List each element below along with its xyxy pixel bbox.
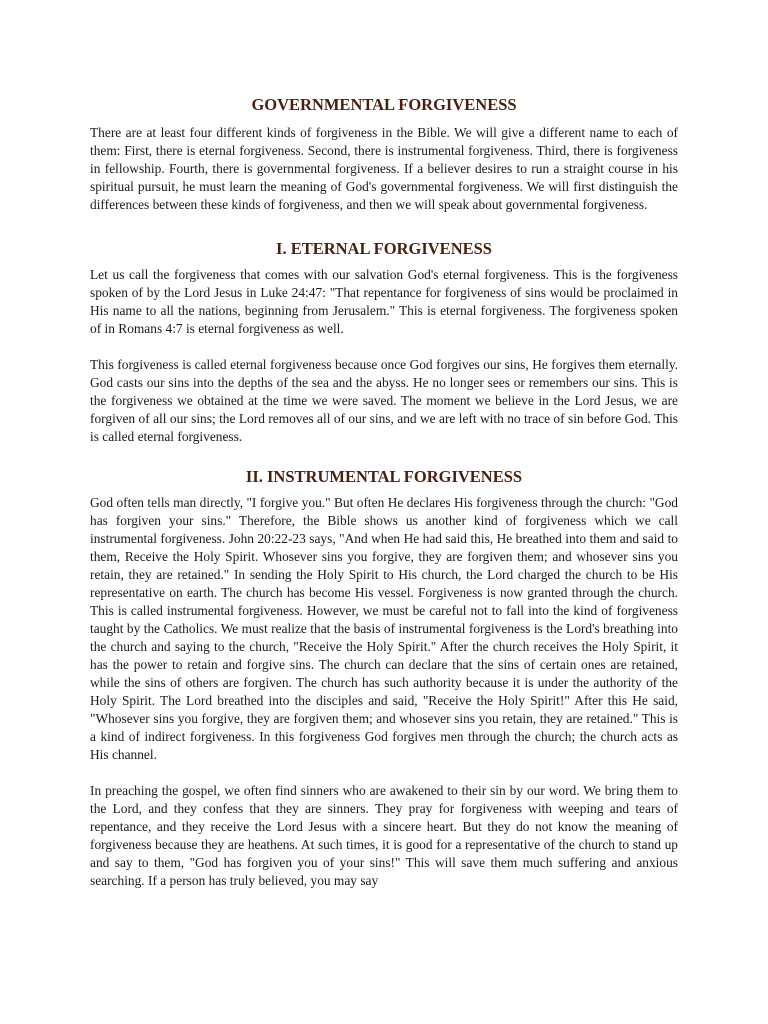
intro-paragraph: There are at least four different kinds of forgiveness in the Bible. We will give a different name to each of them: First, there is eternal forgiveness. Second, there is instrumental forgiveness. Third, there is forgiveness in fellowship. Fourth, there is governmental forgiveness. If a believer desires to run a straight course in his spiritual pursuit, he must learn the meaning of God's governmental forgiveness. We will first distinguish the differences between these kinds of forgiveness, and then we will speak about governmental forgiveness. xyxy=(90,125,678,212)
section-heading-eternal: I. ETERNAL FORGIVENESS xyxy=(276,239,492,258)
eternal-paragraph-2: This forgiveness is called eternal forgiveness because once God forgives our sins, He forgives them eternally. God casts our sins into the depths of the sea and the abyss. He no longer sees or remembers our sins. This is the forgiveness we obtained at the time we were saved. The moment we believe in the Lord Jesus, we are forgiven of all our sins; the Lord removes all of our sins, and we are left with no trace of sin before God. This is called eternal forgiveness. xyxy=(90,357,678,444)
eternal-paragraph-1: Let us call the forgiveness that comes with our salvation God's eternal forgiveness. This is the forgiveness spoken of by the Lord Jesus in Luke 24:47: "That repentance for forgiveness of sins would be proclaimed in His name to all the nations, beginning from Jerusalem." This is eternal forgiveness. The forgiveness spoken of in Romans 4:7 is eternal forgiveness as well. xyxy=(90,267,678,336)
section-heading-instrumental: II. INSTRUMENTAL FORGIVENESS xyxy=(245,467,523,486)
instrumental-paragraph-2: In preaching the gospel, we often find sinners who are awakened to their sin by our word. We bring them to the Lord, and they confess that they are sinners. They pray for forgiveness with weeping and tears of repentance, and they receive the Lord Jesus with a sincere heart. But they do not know the meaning of forgiveness because they are heathens. At such times, it is good for a representative of the church to stand up and say to them, "God has forgiven you of your sins!" This will save them much suffering and anxious searching. If a person has truly believed, you may say xyxy=(90,783,678,888)
document-title: GOVERNMENTAL FORGIVENESS xyxy=(251,95,517,114)
instrumental-paragraph-1: God often tells man directly, "I forgive you." But often He declares His forgiveness through the church: "God has forgiven your sins." Therefore, the Bible shows us another kind of forgiveness which we call instrumental forgiveness. John 20:22-23 says, "And when He had said this, He breathed into them and said to them, Receive the Holy Spirit. Whosever sins you forgive, they are forgiven them; and whosever sins you retain, they are retained." In sending the Holy Spirit to His church, the Lord charged the church to be His representative on earth. The church has become His vessel. Forgiveness is now granted through the church. This is called instrumental forgiveness. However, we must be careful not to fall into the kind of forgiveness taught by the Catholics. We must realize that the basis of instrumental forgiveness is the Lord's breathing into the church and saying to the church, "Receive the Holy Spirit." After the church receives the Holy Spirit, it has the power to retain and forgive sins. The church can declare that the sins of certain ones are retained, while the sins of others are forgiven. The church has such authority because it is under the authority of the Holy Spirit. The Lord breathed into the disciples and said, "Receive the Holy Spirit!" After this He said, "Whosever sins you forgive, they are forgiven them; and whosever sins you retain, they are retained." This is a kind of indirect forgiveness. In this forgiveness God forgives men through the church; the church acts as His channel. xyxy=(90,495,678,762)
document-page xyxy=(90,94,678,890)
